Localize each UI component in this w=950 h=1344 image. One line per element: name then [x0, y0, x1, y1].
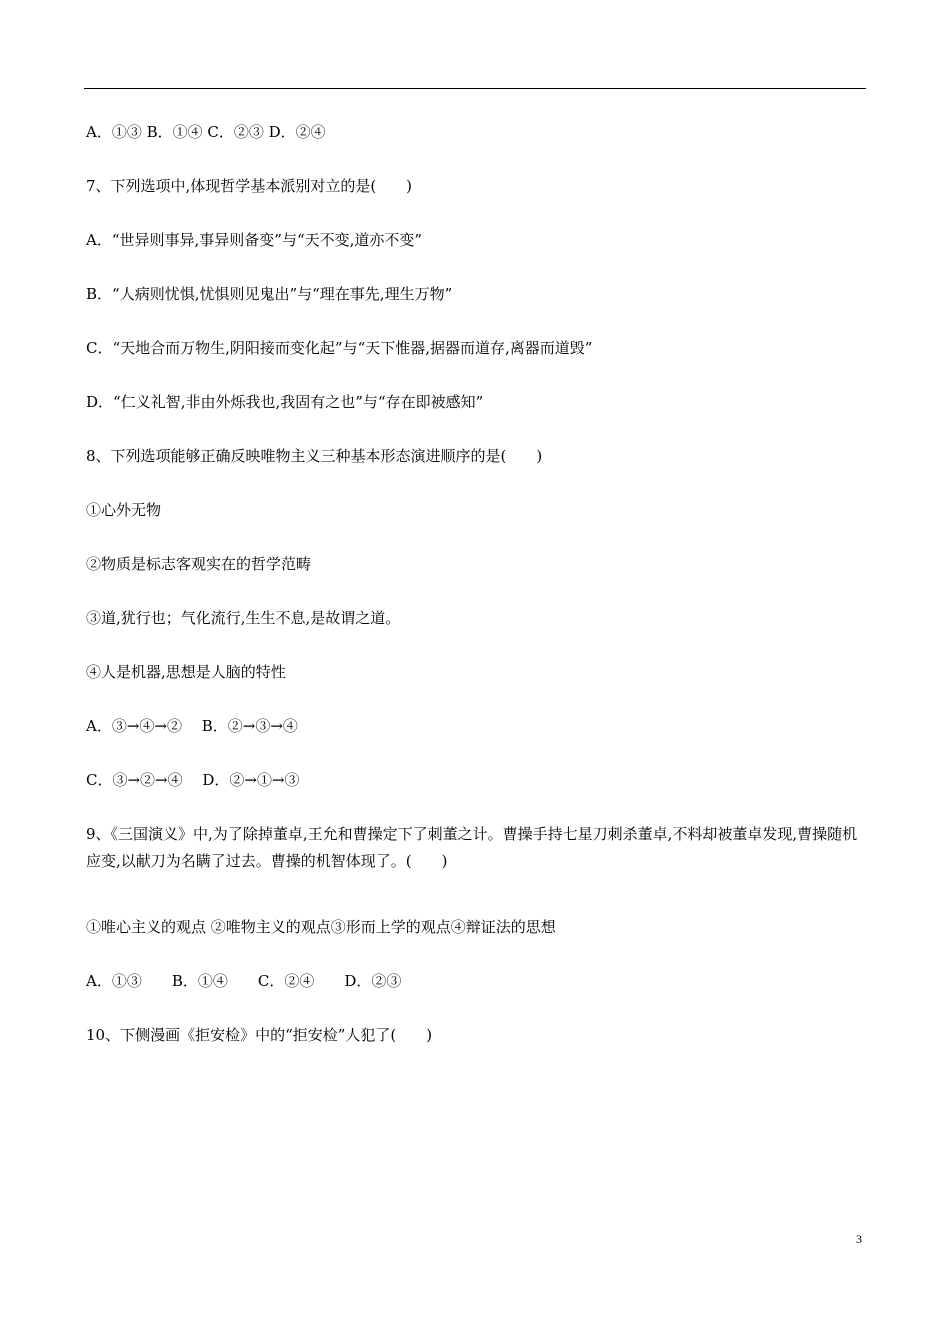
q7-option-c: C．“天地合而万物生,阴阳接而变化起”与“天下惟器,据器而道存,离器而道毁”: [86, 339, 593, 357]
q9-options: A．①③ B．①④ C．②④ D．②③: [86, 972, 402, 990]
header-rule: [84, 88, 866, 89]
q6-options: A．①③ B．①④ C．②③ D．②④: [86, 123, 326, 141]
q8-statement-2: ②物质是标志客观实在的哲学范畴: [86, 555, 312, 573]
q7-option-b: B．“人病则忧惧,忧惧则见鬼出”与“理在事先,理生万物”: [86, 285, 453, 303]
q7-question: 7、下列选项中,体现哲学基本派别对立的是( ): [86, 177, 413, 195]
page-number: 3: [856, 1232, 862, 1246]
q8-options-ab: A．③→④→② B．②→③→④: [86, 717, 298, 735]
q8-options-cd: C．③→②→④ D．②→①→③: [86, 771, 300, 789]
q9-question: 9、《三国演义》中,为了除掉董卓,王允和曹操定下了刺董之计。曹操手持七星刀刺杀董卓,不料却被董卓发现,曹操随机应变,以献刀为名瞒了过去。曹操的机智体现了。( ): [86, 825, 858, 870]
q7-option-a: A．“世异则事异,事异则备变”与“天不变,道亦不变”: [86, 231, 423, 249]
q9-statements: ①唯心主义的观点 ②唯物主义的观点③形而上学的观点④辩证法的思想: [86, 918, 556, 936]
q8-statement-4: ④人是机器,思想是人脑的特性: [86, 663, 286, 681]
q8-statement-1: ①心外无物: [86, 501, 162, 519]
q10-question: 10、下侧漫画《拒安检》中的“拒安检”人犯了( ): [86, 1026, 433, 1044]
q8-question: 8、下列选项能够正确反映唯物主义三种基本形态演进顺序的是( ): [86, 447, 543, 465]
q7-option-d: D．“仁义礼智,非由外烁我也,我固有之也”与“存在即被感知”: [86, 393, 484, 411]
q8-statement-3: ③道,犹行也；气化流行,生生不息,是故谓之道。: [86, 609, 401, 627]
